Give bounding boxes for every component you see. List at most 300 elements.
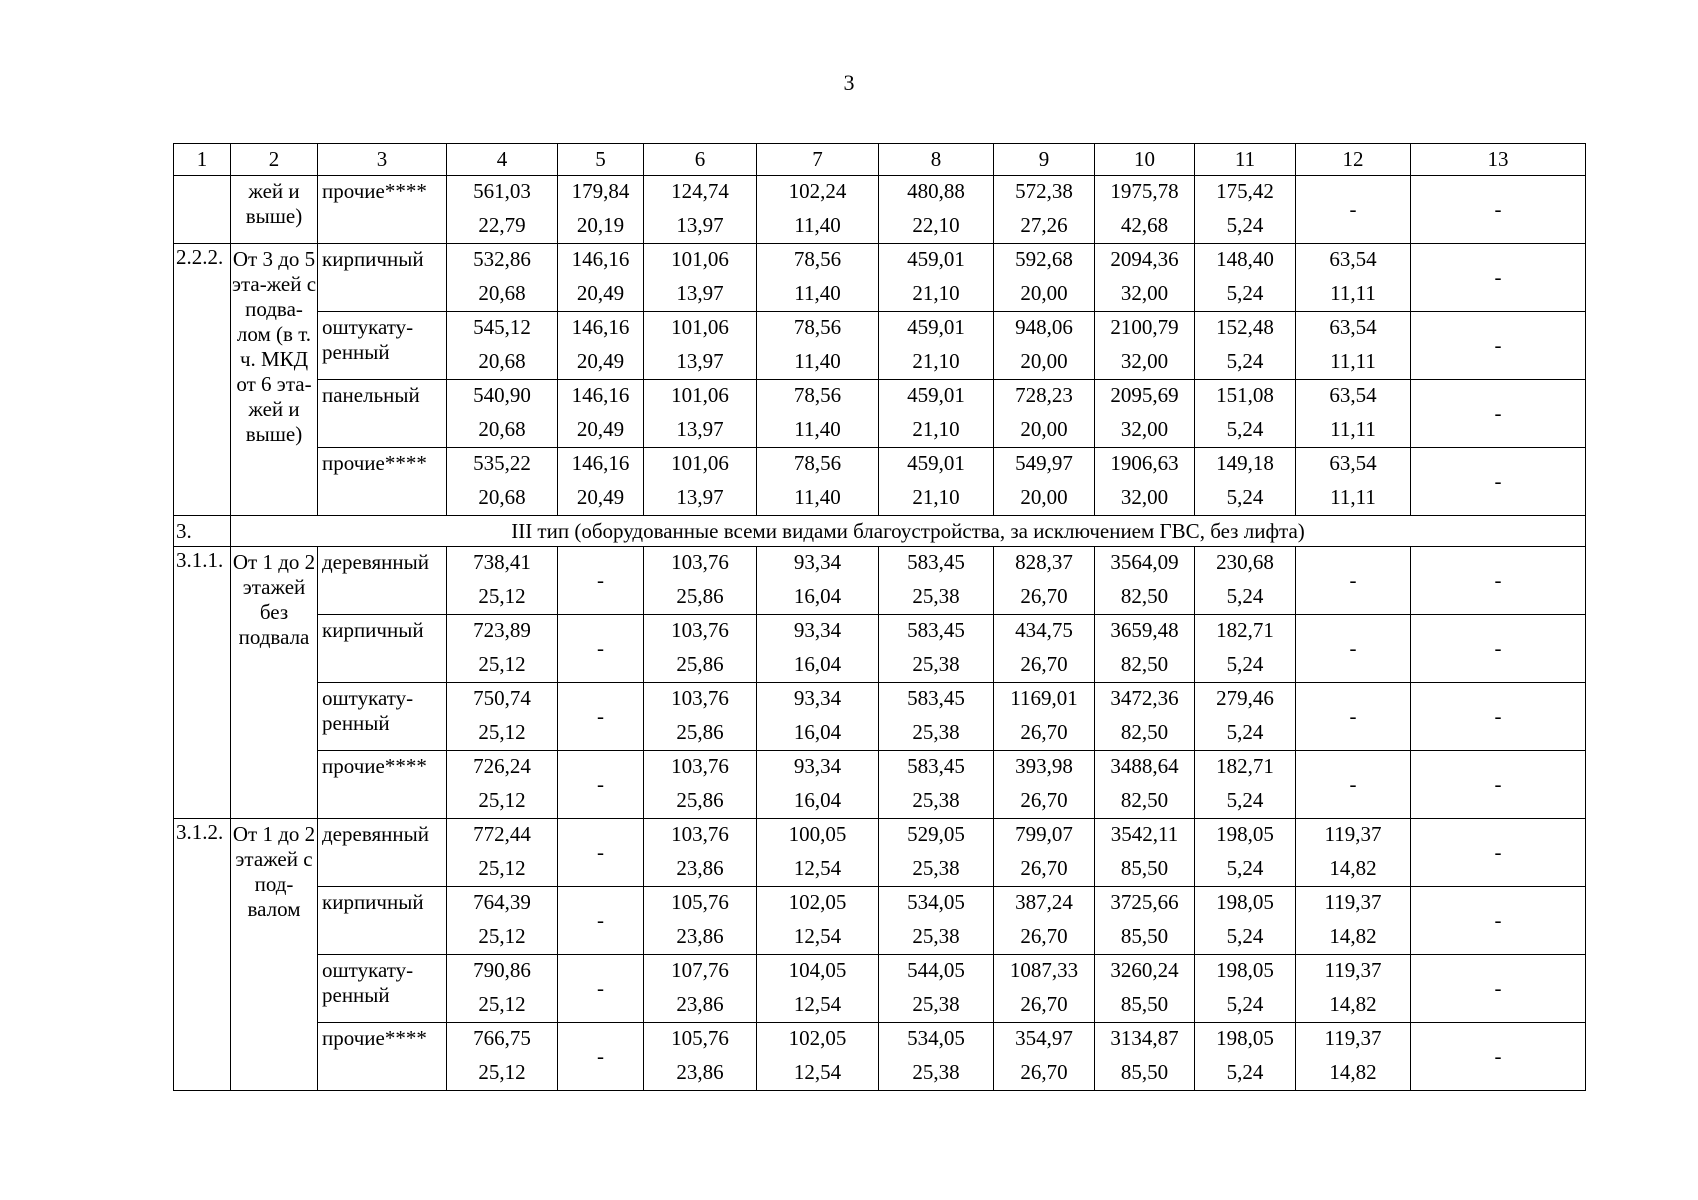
column-header: 7 <box>757 144 879 176</box>
value: 5,24 <box>1226 349 1264 373</box>
value: 11,40 <box>794 349 841 373</box>
value-cell: - <box>1296 615 1411 683</box>
value: 103,76 <box>671 550 729 574</box>
value: 22,79 <box>478 213 526 237</box>
value-cell <box>994 615 1095 683</box>
value: 93,34 <box>793 686 842 710</box>
value: 101,06 <box>671 451 729 475</box>
value-cell <box>994 448 1095 516</box>
wall-material: прочие**** <box>318 176 447 244</box>
row-code: 3.1.2. <box>174 819 231 1091</box>
value: 146,16 <box>571 315 630 339</box>
value-cell: - <box>558 1023 644 1091</box>
value-cell <box>1296 1023 1411 1091</box>
value-cell <box>879 1023 994 1091</box>
value: 103,76 <box>671 822 729 846</box>
table-row <box>174 751 1586 819</box>
value: 146,16 <box>571 451 630 475</box>
value: 25,12 <box>478 584 526 608</box>
value: 179,84 <box>571 179 630 203</box>
column-header: 12 <box>1296 144 1411 176</box>
floors-cell: От 1 до 2 этажей без подвала <box>231 547 318 819</box>
value: 13,97 <box>676 417 724 441</box>
column-header: 9 <box>994 144 1095 176</box>
value: 198,05 <box>1216 1026 1274 1050</box>
value-cell <box>757 1023 879 1091</box>
value: 32,00 <box>1120 417 1169 441</box>
value-cell: - <box>1296 751 1411 819</box>
value-cell <box>447 955 558 1023</box>
value-cell: - <box>1296 547 1411 615</box>
value-cell <box>994 244 1095 312</box>
value: 480,88 <box>907 179 965 203</box>
value-cell <box>1095 887 1195 955</box>
value-cell <box>1296 887 1411 955</box>
value-cell: - <box>1411 683 1586 751</box>
value-cell <box>558 380 644 448</box>
value: 5,24 <box>1226 924 1264 948</box>
value: 20,19 <box>576 213 625 237</box>
value-cell <box>757 887 879 955</box>
value: 12,54 <box>793 856 842 880</box>
value-cell: - <box>1411 547 1586 615</box>
value: 25,12 <box>478 1060 526 1084</box>
value: 11,40 <box>794 281 841 305</box>
value: 790,86 <box>473 958 531 982</box>
value-cell <box>1195 887 1296 955</box>
column-header: 2 <box>231 144 318 176</box>
row-code: 2.2.2. <box>174 244 231 516</box>
value: 459,01 <box>907 247 965 271</box>
value: 3564,09 <box>1110 550 1179 574</box>
value-cell <box>994 1023 1095 1091</box>
value-cell <box>1095 751 1195 819</box>
value: 13,97 <box>676 349 724 373</box>
value: 119,37 <box>1324 1026 1382 1050</box>
value: 20,49 <box>576 281 625 305</box>
value: 102,05 <box>788 1026 847 1050</box>
value: 25,12 <box>478 788 526 812</box>
value-cell: - <box>1411 751 1586 819</box>
value: 2100,79 <box>1110 315 1179 339</box>
value: 583,45 <box>907 754 965 778</box>
value: 26,70 <box>1020 924 1068 948</box>
value: 12,54 <box>793 1060 842 1084</box>
column-header: 6 <box>644 144 757 176</box>
value: 387,24 <box>1015 890 1073 914</box>
value: 107,76 <box>671 958 729 982</box>
value: 3725,66 <box>1110 890 1179 914</box>
value-cell <box>879 244 994 312</box>
value: 119,37 <box>1324 890 1382 914</box>
value: 85,50 <box>1120 924 1169 948</box>
value-cell <box>1195 1023 1296 1091</box>
value: 1169,01 <box>1010 686 1078 710</box>
value: 5,24 <box>1226 417 1264 441</box>
value-cell <box>757 244 879 312</box>
value-cell: - <box>1411 244 1586 312</box>
value: 149,18 <box>1216 451 1274 475</box>
value: 25,38 <box>912 992 960 1016</box>
value-cell <box>1095 1023 1195 1091</box>
value-cell: - <box>1411 887 1586 955</box>
section-code: 3. <box>174 516 231 547</box>
value: 13,97 <box>676 281 724 305</box>
value: 5,24 <box>1226 720 1264 744</box>
value: 828,37 <box>1015 550 1073 574</box>
value: 5,24 <box>1226 992 1264 1016</box>
wall-material: кирпичный <box>318 615 447 683</box>
value-cell: - <box>1411 380 1586 448</box>
value: 25,38 <box>912 788 960 812</box>
value: 82,50 <box>1120 788 1169 812</box>
value: 1975,78 <box>1110 179 1179 203</box>
value: 23,86 <box>676 924 724 948</box>
value: 535,22 <box>473 451 531 475</box>
value: 32,00 <box>1120 281 1169 305</box>
value-cell <box>447 1023 558 1091</box>
floors-cell: От 3 до 5 эта-жей с подва-лом (в т. ч. МКД от 6 эта-жей и выше) <box>231 244 318 516</box>
row-code: 3.1.1. <box>174 547 231 819</box>
value-cell <box>1195 547 1296 615</box>
value: 25,38 <box>912 652 960 676</box>
value: 230,68 <box>1216 550 1274 574</box>
value: 78,56 <box>793 383 842 407</box>
value: 102,05 <box>788 890 847 914</box>
value: 26,70 <box>1020 652 1068 676</box>
value: 78,56 <box>793 247 842 271</box>
value-cell <box>994 683 1095 751</box>
value-cell <box>757 380 879 448</box>
value: 12,54 <box>793 992 842 1016</box>
value-cell <box>879 819 994 887</box>
wall-material: оштукату-ренный <box>318 683 447 751</box>
value-cell <box>879 176 994 244</box>
value: 25,86 <box>676 652 724 676</box>
value-cell <box>558 176 644 244</box>
value-cell <box>757 819 879 887</box>
value: 20,00 <box>1020 281 1068 305</box>
value: 148,40 <box>1216 247 1274 271</box>
floors-cell: От 1 до 2 этажей с под-валом <box>231 819 318 1091</box>
value-cell <box>994 887 1095 955</box>
value-cell <box>447 448 558 516</box>
value-cell <box>1296 244 1411 312</box>
value-cell <box>1195 955 1296 1023</box>
value-cell <box>447 615 558 683</box>
value: 12,54 <box>793 924 842 948</box>
value: 25,12 <box>478 720 526 744</box>
value-cell: - <box>1411 1023 1586 1091</box>
value-cell <box>994 176 1095 244</box>
value-cell <box>994 380 1095 448</box>
value: 3542,11 <box>1110 822 1179 846</box>
value: 32,00 <box>1120 485 1169 509</box>
value: 102,24 <box>788 179 847 203</box>
value-cell <box>447 312 558 380</box>
value: 85,50 <box>1120 1060 1169 1084</box>
value-cell <box>1095 615 1195 683</box>
value-cell <box>644 955 757 1023</box>
value-cell <box>644 244 757 312</box>
value: 25,12 <box>478 856 526 880</box>
value: 20,00 <box>1020 417 1068 441</box>
value: 3659,48 <box>1110 618 1179 642</box>
value: 561,03 <box>473 179 531 203</box>
value: 26,70 <box>1020 720 1068 744</box>
value: 21,10 <box>912 281 960 305</box>
value-cell <box>1095 448 1195 516</box>
table-row <box>174 176 1586 244</box>
value: 32,00 <box>1120 349 1169 373</box>
value: 25,12 <box>478 924 526 948</box>
value: 101,06 <box>671 247 729 271</box>
value: 532,86 <box>473 247 531 271</box>
wall-material: оштукату-ренный <box>318 955 447 1023</box>
value-cell <box>558 244 644 312</box>
value-cell <box>447 380 558 448</box>
wall-material: прочие**** <box>318 1023 447 1091</box>
value: 766,75 <box>473 1026 531 1050</box>
value-cell <box>757 615 879 683</box>
value: 20,49 <box>576 485 625 509</box>
value: 23,86 <box>676 992 724 1016</box>
value: 5,24 <box>1226 584 1264 608</box>
value: 20,49 <box>576 349 625 373</box>
value-cell <box>447 547 558 615</box>
value: 393,98 <box>1015 754 1073 778</box>
value: 544,05 <box>907 958 965 982</box>
value-cell <box>1095 955 1195 1023</box>
value-cell <box>1195 244 1296 312</box>
value: 2094,36 <box>1110 247 1179 271</box>
value: 11,11 <box>1330 417 1376 441</box>
value-cell <box>1296 955 1411 1023</box>
value: 27,26 <box>1020 213 1068 237</box>
value-cell <box>994 955 1095 1023</box>
value: 459,01 <box>907 451 965 475</box>
value: 11,11 <box>1330 485 1376 509</box>
value: 540,90 <box>473 383 531 407</box>
table-row <box>174 819 1586 887</box>
column-header: 8 <box>879 144 994 176</box>
value: 119,37 <box>1324 958 1382 982</box>
table-row <box>174 312 1586 380</box>
value: 25,12 <box>478 992 526 1016</box>
value-cell <box>644 887 757 955</box>
table-row <box>174 1023 1586 1091</box>
value: 20,68 <box>478 281 526 305</box>
value: 1087,33 <box>1009 958 1079 982</box>
row-code <box>174 176 231 244</box>
value: 13,97 <box>676 485 724 509</box>
value: 20,00 <box>1020 485 1068 509</box>
value: 1906,63 <box>1110 451 1179 475</box>
value: 5,24 <box>1226 485 1264 509</box>
value-cell <box>757 176 879 244</box>
value: 279,46 <box>1216 686 1274 710</box>
value-cell: - <box>1411 448 1586 516</box>
value-cell <box>644 819 757 887</box>
value: 82,50 <box>1120 652 1169 676</box>
table-row <box>174 244 1586 312</box>
value-cell: - <box>1411 312 1586 380</box>
value-cell: - <box>1411 176 1586 244</box>
value: 11,40 <box>794 485 841 509</box>
column-header: 5 <box>558 144 644 176</box>
table-row <box>174 615 1586 683</box>
value: 3134,87 <box>1110 1026 1179 1050</box>
value-cell <box>447 751 558 819</box>
value: 20,68 <box>478 485 526 509</box>
value-cell <box>644 683 757 751</box>
value-cell: - <box>558 547 644 615</box>
value: 25,86 <box>676 720 724 744</box>
value-cell <box>757 448 879 516</box>
value: 459,01 <box>907 383 965 407</box>
wall-material: прочие**** <box>318 751 447 819</box>
column-header: 4 <box>447 144 558 176</box>
value: 592,68 <box>1015 247 1073 271</box>
section-title: III тип (оборудованные всеми видами благоустройства, за исключением ГВС, без лифта) <box>231 516 1586 547</box>
value: 25,38 <box>912 1060 960 1084</box>
value-cell <box>994 547 1095 615</box>
value: 26,70 <box>1020 1060 1068 1084</box>
value-cell <box>558 448 644 516</box>
value: 2095,69 <box>1110 383 1179 407</box>
value: 101,06 <box>671 315 729 339</box>
value: 25,38 <box>912 720 960 744</box>
value: 764,39 <box>473 890 531 914</box>
wall-material: прочие**** <box>318 448 447 516</box>
value: 3488,64 <box>1110 754 1179 778</box>
value: 198,05 <box>1216 890 1274 914</box>
value: 63,54 <box>1329 383 1377 407</box>
value: 799,07 <box>1015 822 1073 846</box>
value-cell <box>644 312 757 380</box>
value-cell: - <box>1411 955 1586 1023</box>
value-cell <box>1195 683 1296 751</box>
value-cell <box>644 380 757 448</box>
value: 78,56 <box>793 451 842 475</box>
value: 16,04 <box>793 788 842 812</box>
value-cell <box>447 819 558 887</box>
value: 5,24 <box>1226 652 1264 676</box>
value: 25,12 <box>478 652 526 676</box>
value: 11,40 <box>794 213 841 237</box>
value: 723,89 <box>473 618 531 642</box>
column-header: 3 <box>318 144 447 176</box>
value-cell <box>1095 244 1195 312</box>
value-cell <box>1195 615 1296 683</box>
value: 124,74 <box>671 179 729 203</box>
value-cell <box>1296 448 1411 516</box>
value: 182,71 <box>1216 754 1274 778</box>
value: 105,76 <box>671 890 729 914</box>
value: 26,70 <box>1020 856 1068 880</box>
value-cell <box>644 751 757 819</box>
value: 16,04 <box>793 584 842 608</box>
value: 21,10 <box>912 485 960 509</box>
value: 20,68 <box>478 417 526 441</box>
value-cell: - <box>558 615 644 683</box>
value-cell <box>757 751 879 819</box>
value-cell <box>1095 380 1195 448</box>
value: 459,01 <box>907 315 965 339</box>
value: 750,74 <box>473 686 531 710</box>
value: 82,50 <box>1120 720 1169 744</box>
value: 175,42 <box>1216 179 1274 203</box>
value-cell <box>757 683 879 751</box>
value-cell <box>1195 751 1296 819</box>
value-cell <box>1195 380 1296 448</box>
value-cell: - <box>558 683 644 751</box>
value: 100,05 <box>788 822 847 846</box>
value-cell <box>1296 819 1411 887</box>
value: 5,24 <box>1226 213 1264 237</box>
value-cell <box>1095 312 1195 380</box>
table-row <box>174 955 1586 1023</box>
value-cell <box>1095 176 1195 244</box>
value-cell: - <box>1296 683 1411 751</box>
value-cell <box>1095 683 1195 751</box>
value: 63,54 <box>1329 247 1377 271</box>
value: 583,45 <box>907 550 965 574</box>
value: 103,76 <box>671 754 729 778</box>
value-cell <box>644 176 757 244</box>
value: 5,24 <box>1226 281 1264 305</box>
value: 572,38 <box>1015 179 1073 203</box>
value: 146,16 <box>571 247 630 271</box>
value: 5,24 <box>1226 788 1264 812</box>
value-cell: - <box>558 887 644 955</box>
value-cell <box>757 312 879 380</box>
value-cell <box>447 176 558 244</box>
value: 103,76 <box>671 686 729 710</box>
value: 103,76 <box>671 618 729 642</box>
value: 3472,36 <box>1110 686 1179 710</box>
value-cell <box>1296 312 1411 380</box>
value: 583,45 <box>907 686 965 710</box>
value-cell <box>757 955 879 1023</box>
wall-material: панельный <box>318 380 447 448</box>
value-cell <box>879 615 994 683</box>
value: 11,11 <box>1330 349 1376 373</box>
value: 772,44 <box>473 822 531 846</box>
value: 101,06 <box>671 383 729 407</box>
table-row <box>174 887 1586 955</box>
value: 198,05 <box>1216 958 1274 982</box>
value: 13,97 <box>676 213 724 237</box>
value: 21,10 <box>912 417 960 441</box>
value: 11,11 <box>1330 281 1376 305</box>
value: 16,04 <box>793 652 842 676</box>
value: 11,40 <box>794 417 841 441</box>
value-cell: - <box>1411 615 1586 683</box>
value: 549,97 <box>1015 451 1073 475</box>
value: 23,86 <box>676 1060 724 1084</box>
value-cell <box>879 955 994 1023</box>
table-row <box>174 683 1586 751</box>
value-cell <box>879 683 994 751</box>
value-cell <box>447 887 558 955</box>
value-cell <box>644 448 757 516</box>
value-cell: - <box>558 955 644 1023</box>
wall-material: кирпичный <box>318 244 447 312</box>
value-cell <box>447 244 558 312</box>
value: 85,50 <box>1120 992 1169 1016</box>
value-cell: - <box>558 751 644 819</box>
